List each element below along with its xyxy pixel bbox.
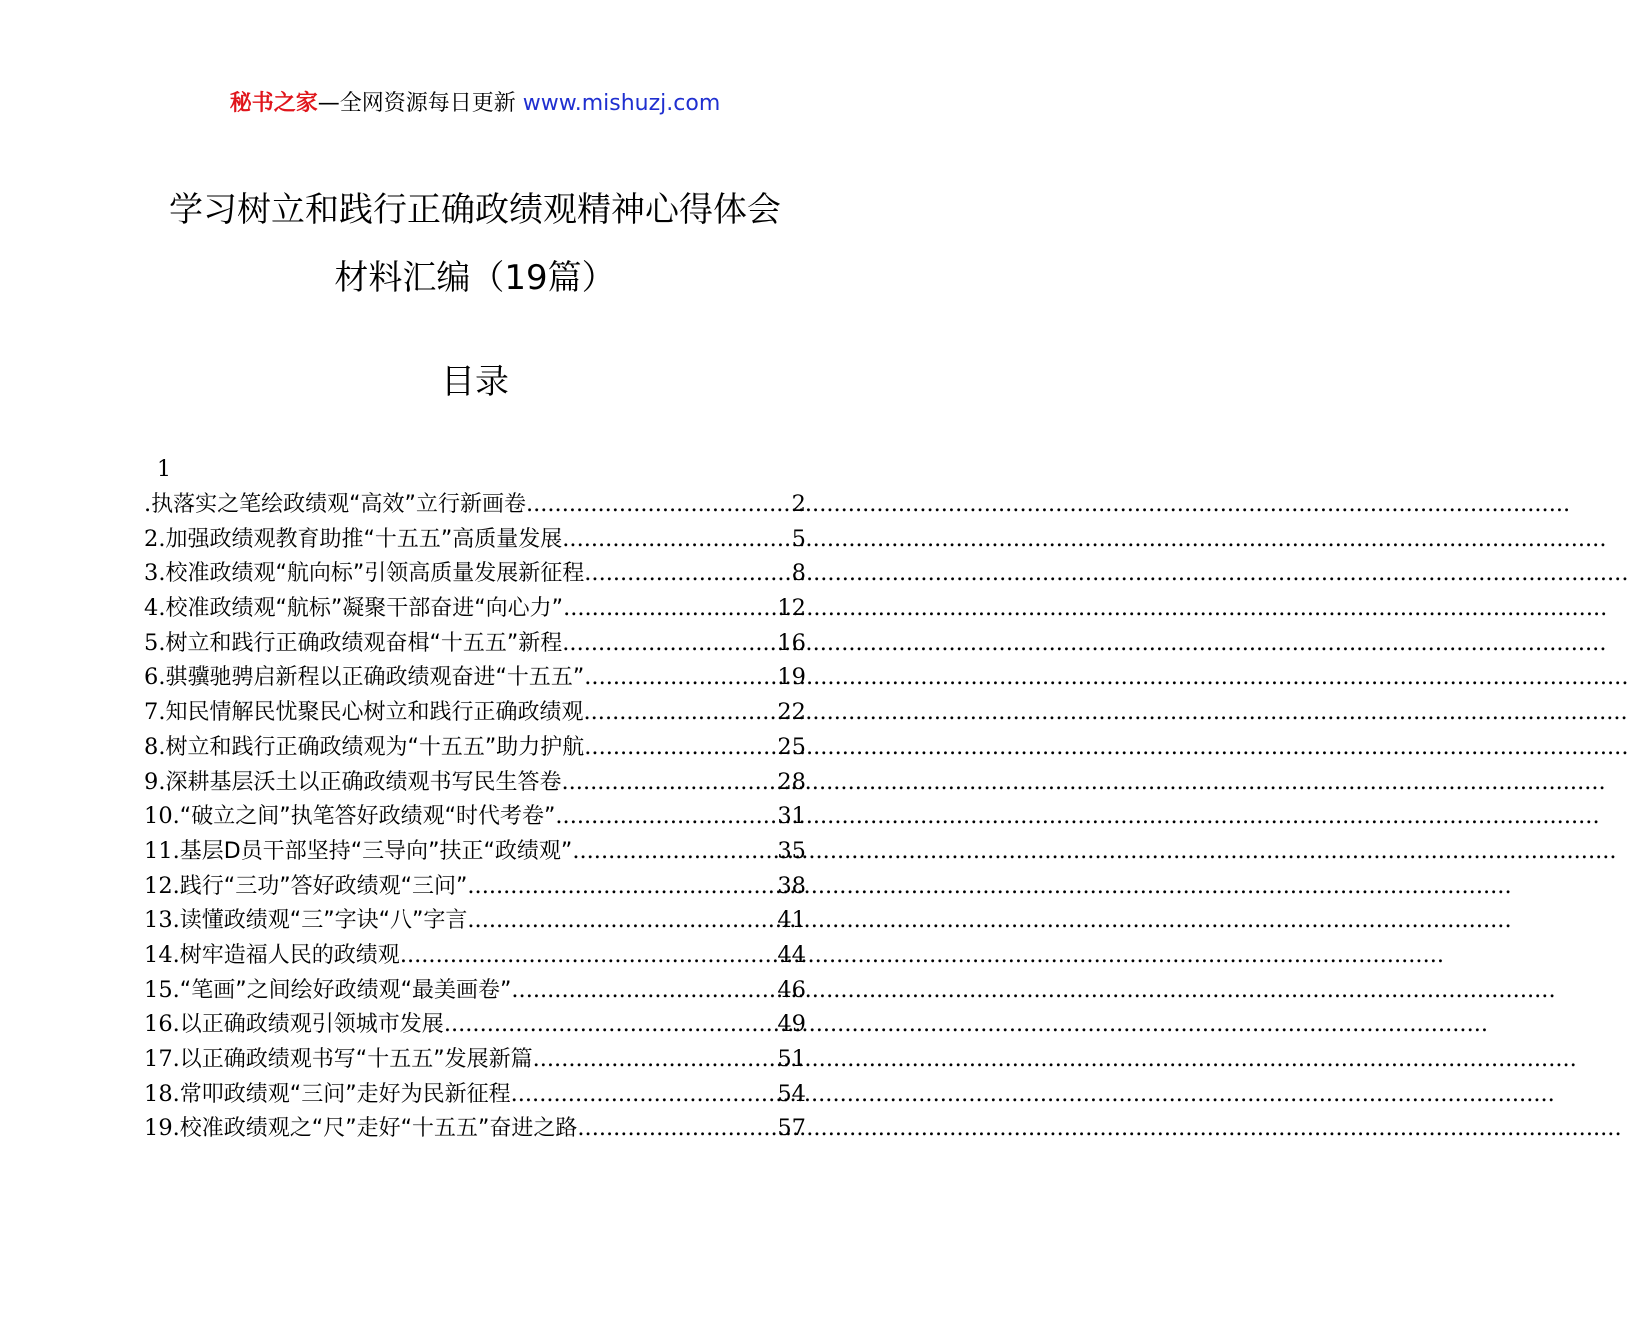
toc-entry-title: 知民情解民忧聚民心树立和践行正确政绩观 <box>165 700 584 726</box>
toc-entry-page-number: 51 <box>777 1046 806 1072</box>
toc-entry-title: 加强政绩观教育助推“十五五”高质量发展 <box>165 526 563 552</box>
toc-entry-page-number: 57 <box>777 1115 806 1142</box>
toc-entry[interactable] <box>144 903 806 938</box>
toc-entry-number: 11. <box>144 837 180 864</box>
toc-entry-page-number: 28 <box>777 768 806 795</box>
toc-entry-page-number: 35 <box>777 837 806 864</box>
site-url-link[interactable]: www.mishuzj.com <box>522 91 721 116</box>
toc-entry-title: 校准政绩观“航向标”引领高质量发展新征程 <box>165 561 585 587</box>
toc-entry[interactable] <box>144 695 806 730</box>
toc-entry-leader-dots <box>533 1042 778 1077</box>
toc-entry-leader-dots <box>563 591 777 626</box>
toc-entry[interactable] <box>144 660 806 695</box>
toc-entry-title: 基层D员干部坚持“三导向”扶正“政绩观” <box>179 838 573 864</box>
toc-entry-page-number: 41 <box>777 907 806 934</box>
toc-entry-title: 深耕基层沃土以正确政绩观书写民生答卷 <box>165 769 562 795</box>
toc-entry-page-number: 49 <box>777 1011 806 1038</box>
toc-entry-number: 8. <box>144 733 166 760</box>
toc-entry-page-number: 16 <box>777 629 806 656</box>
toc-entry-number: 16. <box>144 1011 180 1038</box>
toc-entry-page-number: 25 <box>777 733 806 760</box>
toc-entry[interactable] <box>144 1042 806 1077</box>
toc-entry-title: 骐骥驰骋启新程以正确政绩观奋进“十五五” <box>165 665 585 691</box>
toc-entry[interactable] <box>144 522 806 557</box>
toc-entry-number: 9. <box>144 768 166 795</box>
toc-entry-leader-dots <box>562 522 791 557</box>
toc-entry-leader-dots <box>562 626 777 661</box>
toc-entry[interactable] <box>144 1111 806 1146</box>
toc-entry-title: 以正确政绩观引领城市发展 <box>179 1012 444 1038</box>
toc-entry-leader-dots <box>467 869 777 904</box>
toc-entry[interactable] <box>144 869 806 904</box>
toc-entry-page-number: 12 <box>777 595 806 622</box>
toc-entry-page-number: 19 <box>777 664 806 691</box>
toc-entry-number: . <box>144 491 152 517</box>
toc-entry-number: 19. <box>144 1115 180 1142</box>
toc-entry[interactable] <box>144 730 806 765</box>
toc-entry[interactable] <box>144 799 806 834</box>
toc-entry-leader-dots <box>400 938 778 973</box>
toc-entry[interactable] <box>144 487 806 522</box>
toc-entry-number: 7. <box>144 699 166 726</box>
toc-heading: 目录 <box>441 362 509 402</box>
toc-entry-number: 13. <box>144 907 180 934</box>
toc-entry-leader-dots <box>467 903 777 938</box>
toc-entry-leader-dots <box>583 695 777 730</box>
toc-entry[interactable] <box>144 556 806 591</box>
toc-entry-page-number: 31 <box>777 803 806 830</box>
toc-entry-leader-dots <box>511 1077 778 1112</box>
toc-entry-leader-dots <box>577 1111 777 1146</box>
toc-entry-page-number: 22 <box>777 699 806 726</box>
toc-entry-title: “破立之间”执笔答好政绩观“时代考卷” <box>179 804 556 830</box>
toc-entry-title: 树牢造福人民的政绩观 <box>179 942 400 968</box>
toc-entry-title: 校准政绩观之“尺”走好“十五五”奋进之路 <box>179 1116 578 1142</box>
toc-entry-leader-dots <box>511 973 777 1008</box>
toc-entry[interactable] <box>144 1077 806 1112</box>
toc-entry-page-number: 8 <box>791 560 806 587</box>
toc-entry-number: 6. <box>144 664 166 691</box>
toc-entry-number: 14. <box>144 941 180 968</box>
toc-entry-leader-dots <box>555 799 777 834</box>
site-header <box>0 88 950 120</box>
toc-entry-number: 12. <box>144 872 180 899</box>
toc-entry-leader-dots <box>572 834 777 869</box>
toc-entry-page-number: 46 <box>777 976 806 1003</box>
toc-entry-title: 执落实之笔绘政绩观“高效”立行新画卷 <box>151 492 526 517</box>
toc-entry[interactable] <box>144 973 806 1008</box>
toc-entry-number: 15. <box>144 976 180 1003</box>
toc-entry-leader-dots <box>584 556 791 591</box>
toc-entry-title: 校准政绩观“航标”凝聚干部奋进“向心力” <box>165 596 564 622</box>
toc-entry-number: 3. <box>144 560 166 587</box>
toc-entry-title: 树立和践行正确政绩观为“十五五”助力护航 <box>165 734 585 760</box>
toc-entry-number: 2. <box>144 525 166 552</box>
document-title-line-2: 材料汇编（19篇） <box>334 258 616 298</box>
toc-entry-page-number: 44 <box>777 941 806 968</box>
toc-entry-leader-dots <box>584 730 777 765</box>
toc-entry-title: “笔画”之间绘好政绩观“最美画卷” <box>179 977 512 1003</box>
toc-entry-number: 4. <box>144 595 166 622</box>
toc-entry-number: 10. <box>144 803 180 830</box>
toc-entry-page-number: 5 <box>791 525 806 552</box>
toc-entry[interactable] <box>144 765 806 800</box>
toc-entry-page-number: 54 <box>777 1080 806 1107</box>
toc-entry-title: 践行“三功”答好政绩观“三问” <box>179 873 468 899</box>
toc-entry[interactable] <box>144 626 806 661</box>
toc-entry[interactable] <box>144 834 806 869</box>
toc-entry[interactable] <box>144 591 806 626</box>
toc-entry-page-number: 2 <box>791 491 806 517</box>
toc-entry-title: 以正确政绩观书写“十五五”发展新篇 <box>179 1047 533 1072</box>
toc-entry-title: 常叩政绩观“三问”走好为民新征程 <box>179 1081 511 1107</box>
toc-entry-number: 17. <box>144 1046 180 1072</box>
toc-entry-number: 5. <box>144 629 166 656</box>
toc-entry-leader-dots <box>584 660 777 695</box>
site-brand: 秘书之家 <box>229 91 318 116</box>
toc-stray-number: 1 <box>157 457 171 482</box>
table-of-contents <box>144 487 806 1146</box>
toc-entry-leader-dots <box>561 765 777 800</box>
toc-entry[interactable] <box>144 1007 806 1042</box>
toc-entry-number: 18. <box>144 1080 180 1107</box>
toc-entry[interactable] <box>144 938 806 973</box>
site-slogan: —全网资源每日更新 <box>317 91 516 116</box>
toc-entry-title: 读懂政绩观“三”字诀“八”字言 <box>179 908 468 934</box>
toc-entry-leader-dots <box>444 1007 778 1042</box>
toc-entry-leader-dots <box>526 487 792 522</box>
toc-entry-title: 树立和践行正确政绩观奋楫“十五五”新程 <box>165 630 563 656</box>
toc-entry-page-number: 38 <box>777 872 806 899</box>
document-title-line-1: 学习树立和践行正确政绩观精神心得体会 <box>169 190 781 230</box>
